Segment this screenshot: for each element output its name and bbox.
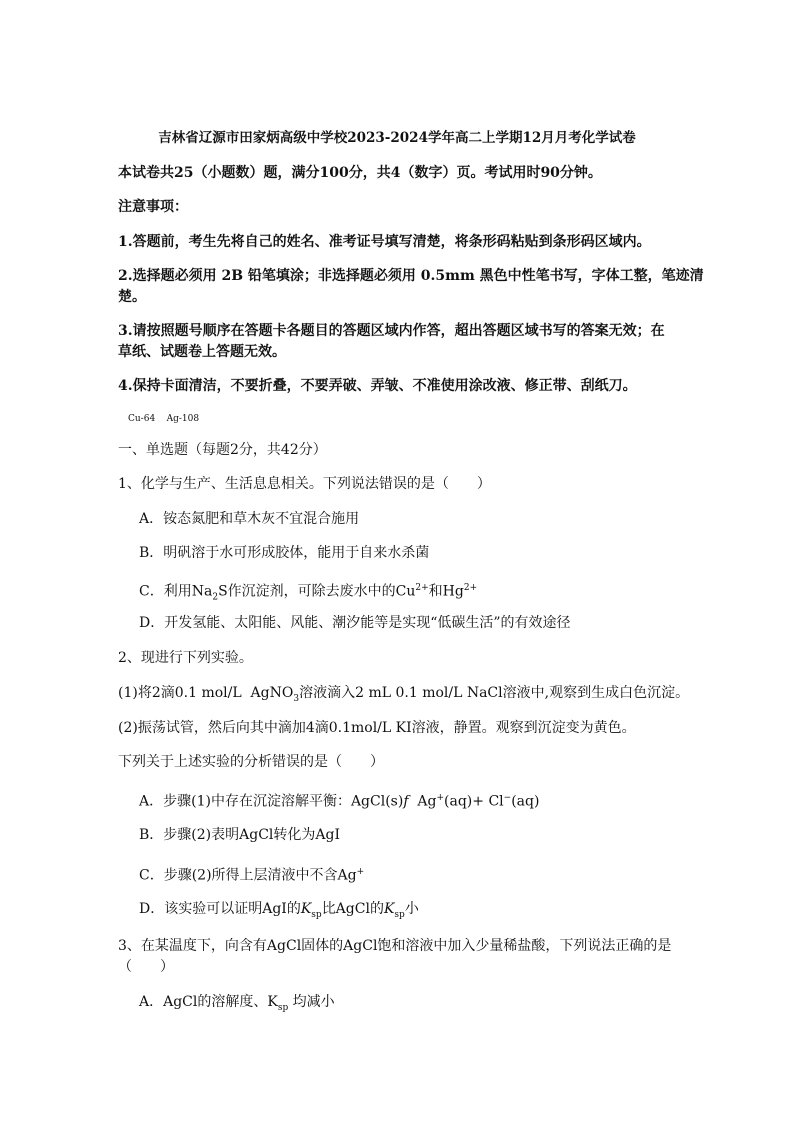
question-1-option-d: D．开发氢能、太阳能、风能、潮汐能等是实现“低碳生活”的有效途径 <box>139 615 571 631</box>
notice-rule-2: 2.选择题必须用 2B 铅笔填涂；非选择题必须用 0.5mm 黑色中性笔书写，字体工整，笔迹清 <box>118 268 704 284</box>
question-1-stem: 1、化学与生产、生活息息相关。下列说法错误的是（ ） <box>118 476 491 492</box>
question-2-option-b: B．步骤(2)表明AgCl转化为AgI <box>139 827 340 843</box>
question-2-option-d: D．该实验可以证明AgI的$K_{sp}$比AgCl的$K_{sp}$小 <box>139 901 419 920</box>
question-1-option-a: A．铵态氮肥和草木灰不宜混合施用 <box>139 511 360 527</box>
section-heading: 一、单选题（每题2分，共42分） <box>118 442 327 458</box>
notice-rule-2-cont: 楚。 <box>118 289 146 305</box>
notice-rule-1: 1.答题前，考生先将自己的姓名、准考证号填写清楚，将条形码粘贴到条形码区域内。 <box>118 234 651 250</box>
notice-heading: 注意事项： <box>118 199 188 215</box>
question-1-option-b: B．明矾溶于水可形成胶体，能用于自来水杀菌 <box>139 545 430 561</box>
notice-rule-3-cont: 草纸、试题卷上答题无效。 <box>118 344 286 360</box>
question-3-stem: 3、在某温度下，向含有AgCl固体的AgCl饱和溶液中加入少量稀盐酸，下列说法正确的是 <box>118 938 672 954</box>
question-2-step-2: (2)振荡试管，然后向其中滴加4滴0.1mol/L KI溶液，静置。观察到沉淀变为黄色。 <box>118 720 636 736</box>
notice-rule-3: 3.请按照题号顺序在答题卡各题目的答题区域内作答，超出答题区域书写的答案无效；在 <box>118 323 665 339</box>
page-title: 吉林省辽源市田家炳高级中学校2023-2024学年高二上学期12月月考化学试卷 <box>158 130 636 146</box>
atomic-masses: Cu-64 Ag-108 <box>128 414 200 424</box>
question-2-option-c: C．步骤(2)所得上层清液中不含Ag+ <box>139 867 365 884</box>
question-1-option-c: C．利用$Na_2S$作沉淀剂，可除去废水中的$Cu^{2+}$和$Hg^{2+}$ <box>139 583 478 603</box>
question-3-stem-cont: （ ） <box>118 959 174 975</box>
question-2-step-1: (1)将2滴0.1 mol/L AgNO$_3$溶液滴入2 mL 0.1 mol/L NaCl溶液中,观察到生成白色沉淀。 <box>118 685 690 704</box>
question-3-option-a: A．AgCl的溶解度、$K_{sp}$ 均减小 <box>139 994 335 1013</box>
exam-summary: 本试卷共25（小题数）题，满分100分，共4（数字）页。考试用时90分钟。 <box>118 165 602 181</box>
question-2-question: 下列关于上述实验的分析错误的是（ ） <box>118 754 384 770</box>
notice-rule-4: 4.保持卡面清洁，不要折叠，不要弄破、弄皱、不准使用涂改液、修正带、刮纸刀。 <box>118 378 637 394</box>
question-2-stem: 2、现进行下列实验。 <box>118 650 253 666</box>
question-2-option-a: A．步骤(1)中存在沉淀溶解平衡：AgCl(s)f Ag+(aq)+ Cl−(aq) <box>139 793 540 810</box>
